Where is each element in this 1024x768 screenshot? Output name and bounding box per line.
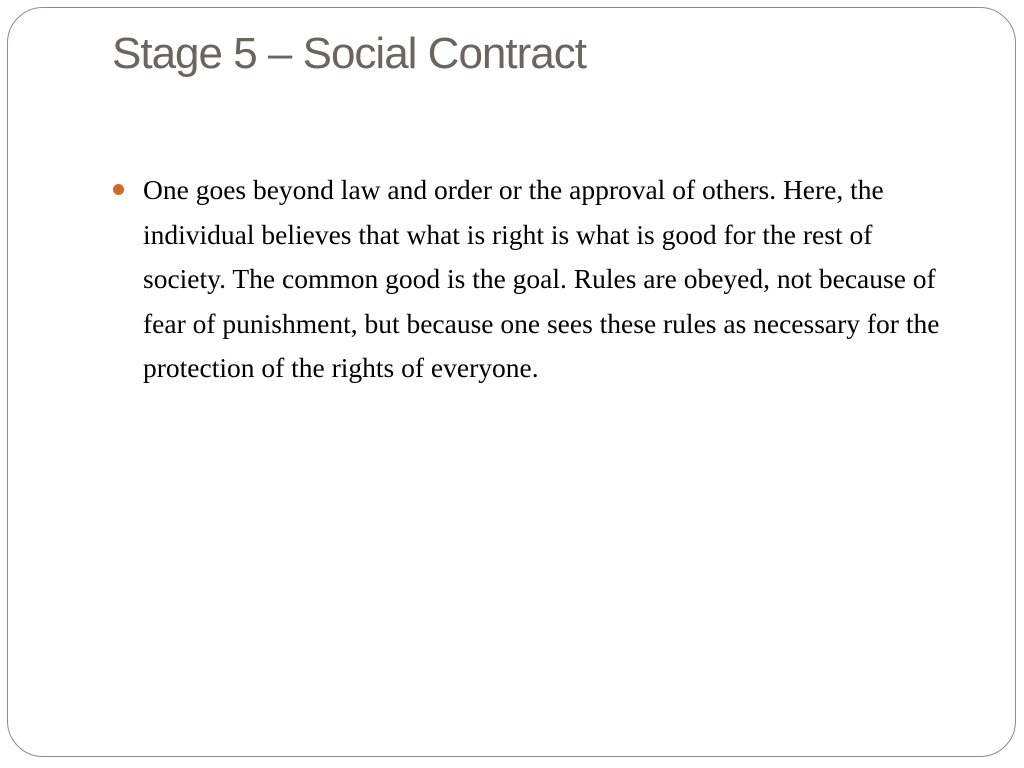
bullet-text: One goes beyond law and order or the approval of others. Here, the individual believes that what is right is what is good for the rest of society. The common good is the goal. Rules are obeyed, not because of fear of punishment, but because one sees these rules as necessary for the protection of the rights of everyone. bbox=[143, 174, 940, 383]
slide-body bbox=[113, 168, 953, 391]
bullet-item bbox=[113, 168, 953, 391]
bullet-dot-icon bbox=[113, 184, 124, 195]
slide-title: Stage 5 – Social Contract bbox=[112, 29, 586, 78]
